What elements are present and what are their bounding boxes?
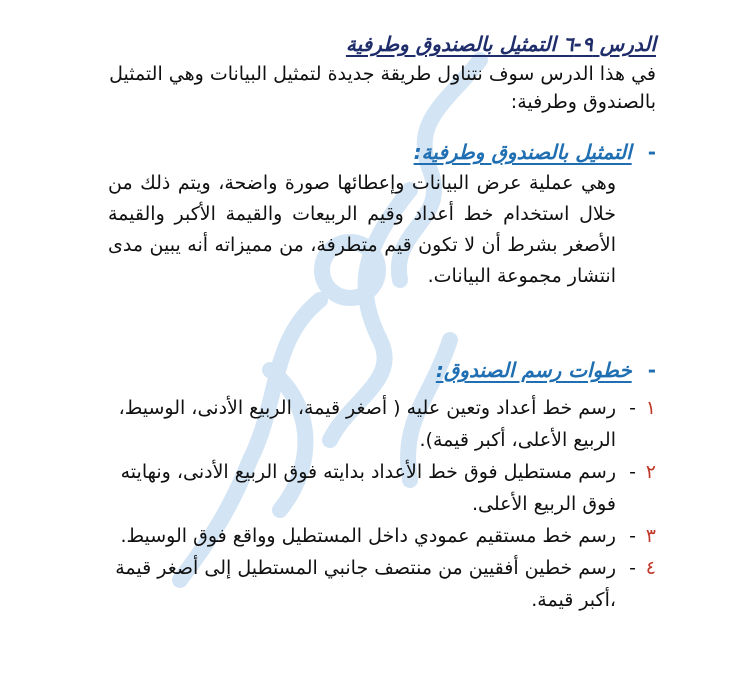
section-body-definition: وهي عملية عرض البيانات وإعطائها صورة واضحة، ويتم ذلك من خلال استخدام خط أعداد وقيم الربيعات والقيمة الأكبر والقيمة الأصغر بشرط أن لا تكون قيم متطرفة، من مميزاته أنه يبين مدى انتشار مجموعة البيانات. — [108, 172, 616, 287]
section-heading-text: التمثيل بالصندوق وطرفية: — [413, 140, 632, 164]
step-number: ١ — [645, 397, 656, 419]
lesson-intro: في هذا الدرس سوف نتناول طريقة جديدة لتمثيل البيانات وهي التمثيل بالصندوق وطرفية: — [109, 63, 656, 113]
section-heading-text: خطوات رسم الصندوق: — [435, 358, 632, 382]
section-heading-steps — [108, 354, 656, 386]
list-item — [108, 456, 656, 520]
step-dash: - — [629, 525, 636, 547]
lesson-page — [108, 28, 656, 616]
section-heading-box-plot — [108, 136, 656, 168]
step-number: ٤ — [645, 557, 656, 579]
step-dash: - — [629, 557, 636, 579]
step-text: رسم خط أعداد وتعين عليه ( أصغر قيمة، الربيع الأدنى، الوسيط، الربيع الأعلى، أكبر قيمة). — [118, 397, 616, 451]
step-text: رسم خطين أفقيين من منتصف جانبي المستطيل إلى أصغر قيمة ،أكبر قيمة. — [115, 557, 616, 611]
lesson-title: الدرس ٩-٦ التمثيل بالصندوق وطرفية — [345, 32, 656, 56]
list-item — [108, 520, 656, 552]
step-dash: - — [629, 397, 636, 419]
step-text: رسم مستطيل فوق خط الأعداد بدايته فوق الربيع الأدنى، ونهايته فوق الربيع الأعلى. — [120, 461, 616, 515]
section-dash: - — [647, 358, 656, 382]
steps-list — [108, 392, 656, 616]
step-dash: - — [629, 461, 636, 483]
list-item — [108, 552, 656, 616]
section-dash: - — [647, 140, 656, 164]
step-text: رسم خط مستقيم عمودي داخل المستطيل وواقع فوق الوسيط. — [120, 525, 616, 547]
step-number: ٢ — [645, 461, 656, 483]
list-item — [108, 392, 656, 456]
step-number: ٣ — [645, 525, 656, 547]
